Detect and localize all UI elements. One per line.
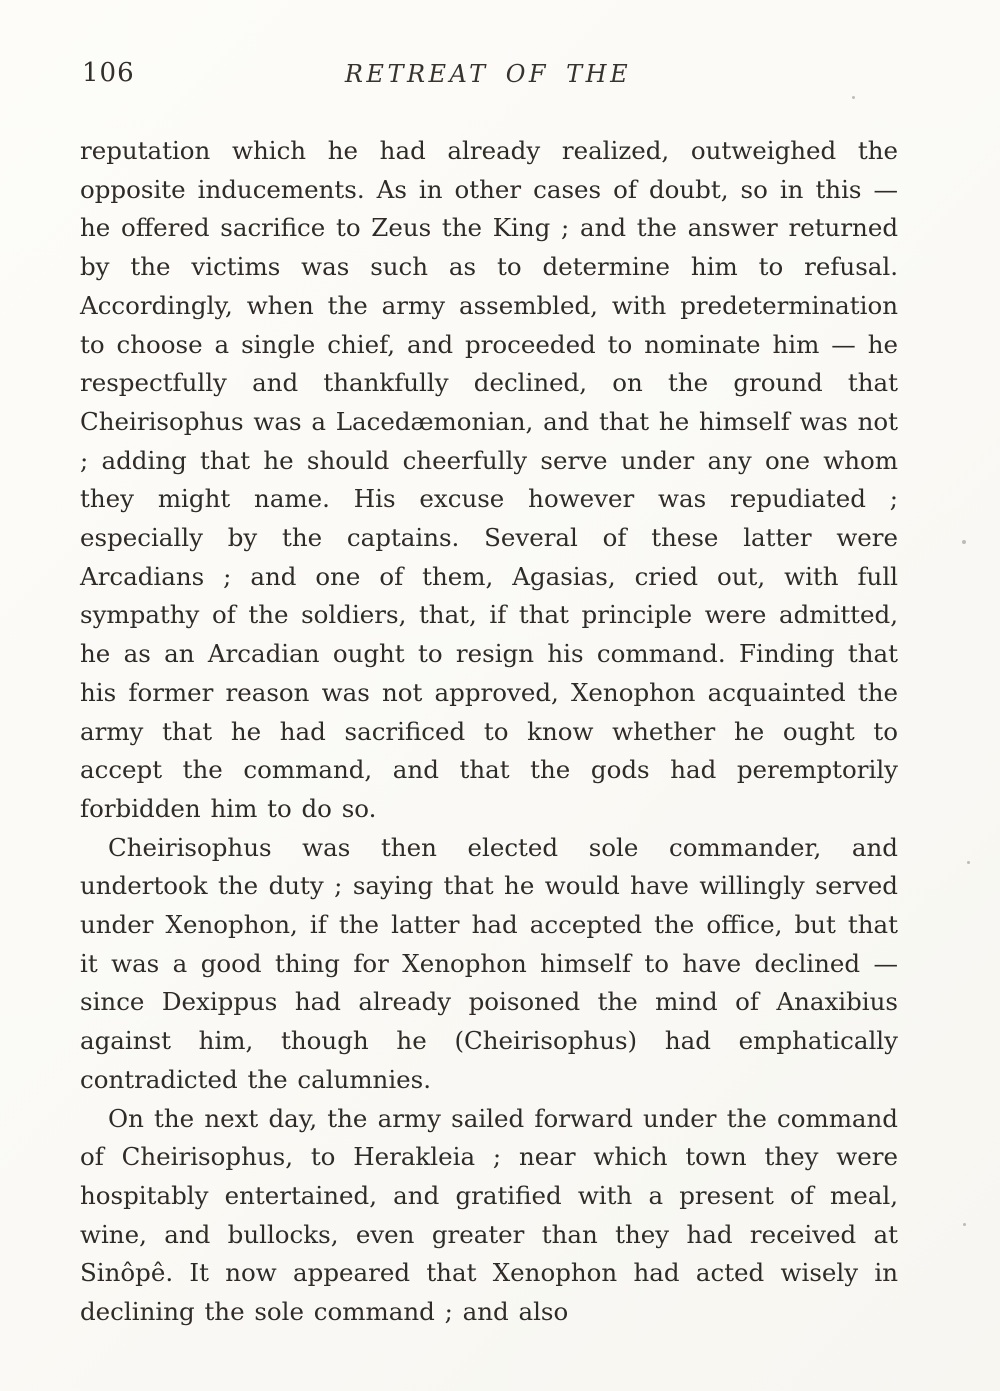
scan-speck: [852, 96, 855, 99]
scan-speck: [962, 540, 966, 544]
scan-speck: [963, 1223, 966, 1226]
scan-speck: [967, 861, 970, 864]
paragraph: On the next day, the army sailed forward under the command of Cheirisophus, to Herakleia ; near which town they were hospitably entertained, and gratified with a present of meal, wine, and bullocks, even greater than they had received at Sinôpê. It now appeared that Xenophon had acted wisely in declining the sole command ; and also: [80, 1103, 898, 1327]
page-header: [0, 0, 1000, 102]
paragraph-continuation: reputation which he had already realized, outweighed the opposite inducements. As in other cases of doubt, so in this — he offered sacrifice to Zeus the King ; and the answer returned by the victims was such as to determine him to refusal. Accordingly, when the army assembled, with predetermination to choose a single chief, and proceeded to nominate him — he respectfully and thankfully declined, on the ground that Cheirisophus was a Lacedæmonian, and that he himself was not ; adding that he should cheerfully serve under any one whom they might name. His excuse however was repudiated ; especially by the captains. Several of these latter were Arcadians ; and one of them, Agasias, cried out, with full sympathy of the soldiers, that, if that principle were admitted, he as an Arcadian ought to resign his command. Finding that his former reason was not approved, Xenophon acquainted the army that he had sacrificed to know whether he ought to accept the command, and that the gods had peremptorily forbidden him to do so.: [80, 136, 898, 823]
page-number: 106: [82, 58, 135, 88]
page-body: [80, 132, 898, 1332]
running-head: RETREAT OF THE: [344, 60, 632, 88]
paragraph: Cheirisophus was then elected sole commander, and undertook the duty ; saying that he would have willingly served under Xenophon, if the latter had accepted the office, but that it was a good thing for Xenophon himself to have declined — since Dexippus had already poisoned the mind of Anaxibius against him, though he (Cheirisophus) had emphatically contradicted the calumnies.: [80, 832, 898, 1094]
